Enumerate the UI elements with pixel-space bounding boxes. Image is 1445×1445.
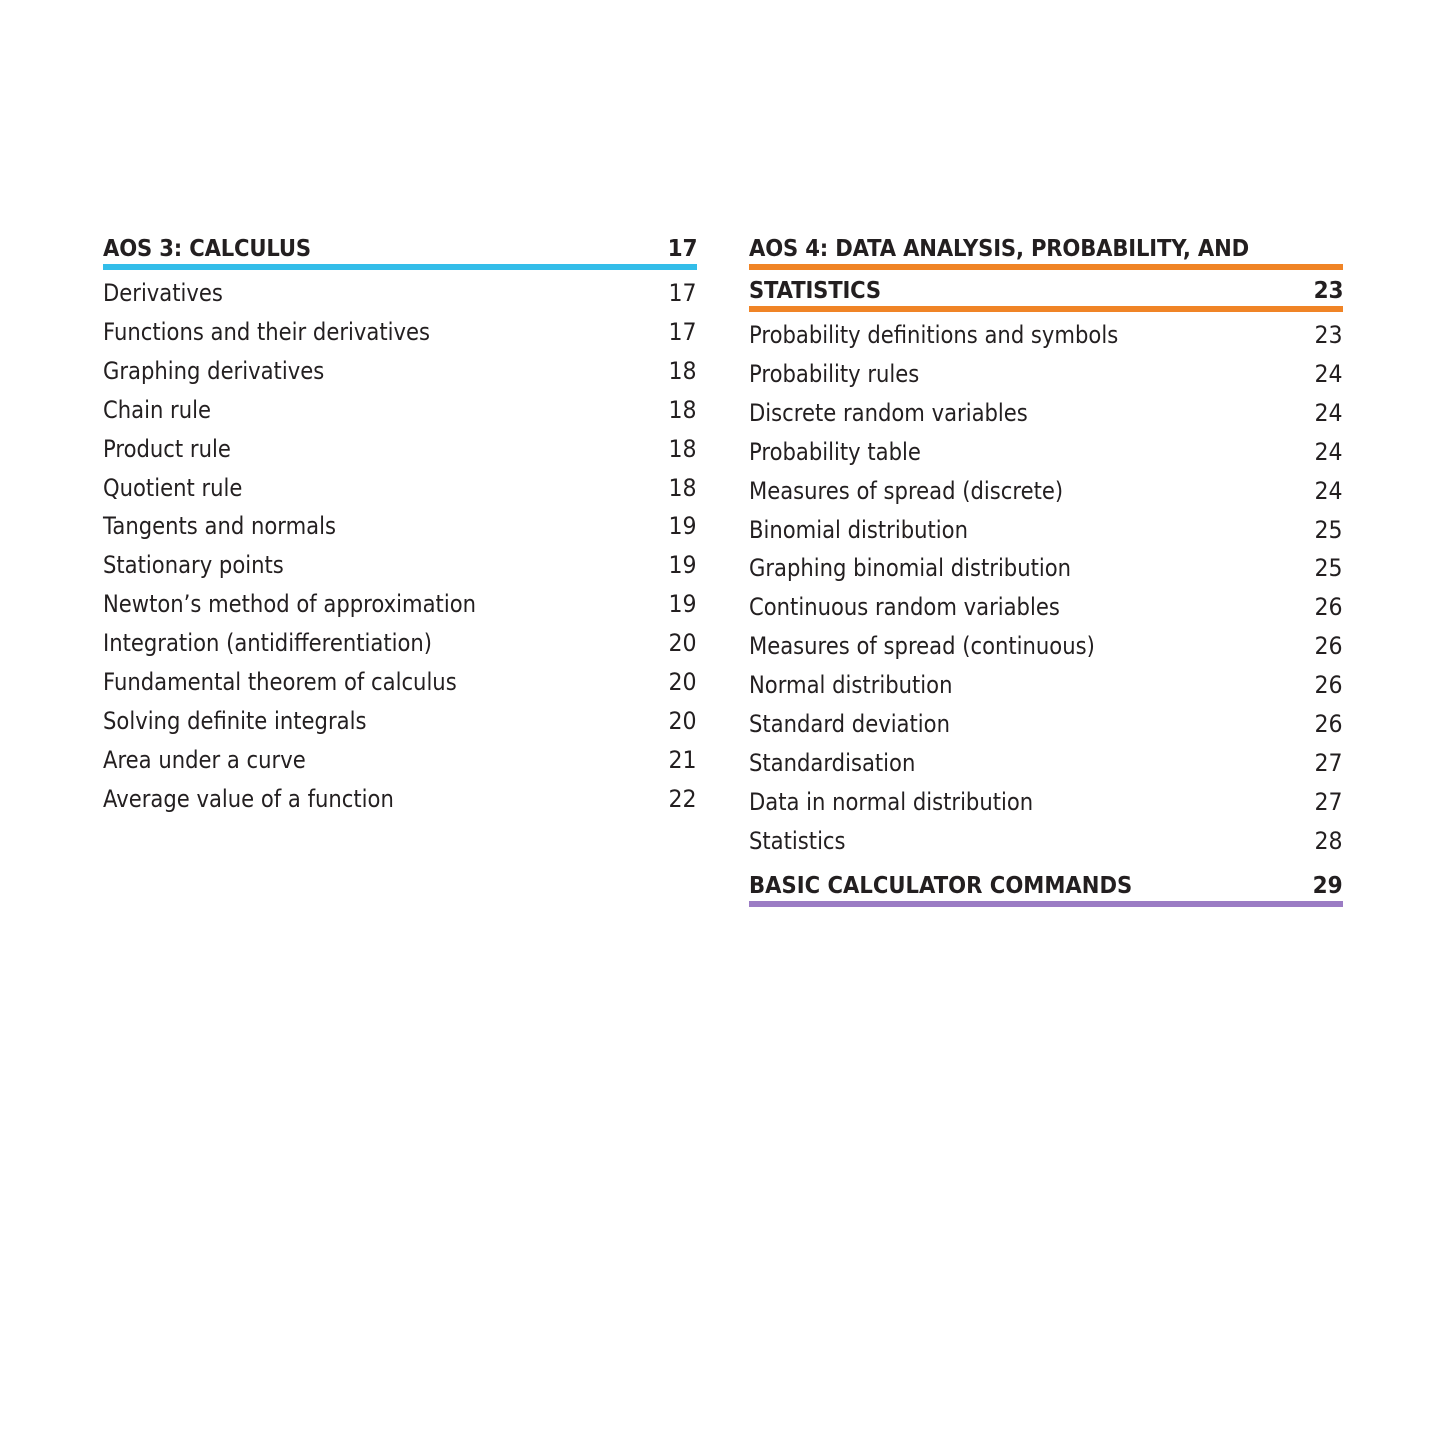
toc-entry[interactable] bbox=[103, 313, 697, 352]
toc-entry-basic-calculator-commands[interactable] bbox=[749, 870, 1343, 900]
toc-entry-page: 18 bbox=[668, 395, 697, 424]
toc-entry[interactable] bbox=[749, 822, 1343, 861]
toc-entry[interactable] bbox=[749, 394, 1343, 433]
toc-entry-title: Area under a curve bbox=[103, 745, 306, 774]
toc-entry[interactable] bbox=[749, 705, 1343, 744]
toc-entry[interactable] bbox=[103, 741, 697, 780]
toc-entry[interactable] bbox=[103, 780, 697, 819]
section-rule-cyan bbox=[103, 264, 697, 270]
toc-entry[interactable] bbox=[103, 430, 697, 469]
toc-entry-page: 26 bbox=[1314, 671, 1343, 700]
toc-entry-page: 28 bbox=[1314, 826, 1343, 855]
toc-entry-page: 24 bbox=[1314, 359, 1343, 388]
section-heading-aos4[interactable] bbox=[749, 233, 1343, 263]
toc-entry-page: 18 bbox=[668, 434, 697, 463]
toc-entry-page: 26 bbox=[1314, 632, 1343, 661]
toc-entry-title: Quotient rule bbox=[103, 473, 243, 502]
section-heading-aos3[interactable] bbox=[103, 233, 697, 263]
toc-entry-page: 19 bbox=[668, 551, 697, 580]
toc-entry-title: Fundamental theorem of calculus bbox=[103, 668, 457, 697]
toc-entry[interactable] bbox=[103, 663, 697, 702]
toc-entry-title: Normal distribution bbox=[749, 671, 953, 700]
toc-entry[interactable] bbox=[103, 585, 697, 624]
toc-entry-page: 26 bbox=[1314, 710, 1343, 739]
toc-entry-page: 24 bbox=[1314, 476, 1343, 505]
section-rule-orange bbox=[749, 264, 1343, 270]
toc-entry-title: BASIC CALCULATOR COMMANDS bbox=[749, 870, 1133, 899]
toc-entry-page: 17 bbox=[668, 317, 697, 346]
toc-entry-title: Probability rules bbox=[749, 359, 920, 388]
section-rule-purple bbox=[749, 901, 1343, 907]
toc-entry[interactable] bbox=[103, 469, 697, 508]
toc-entry-title: Standard deviation bbox=[749, 710, 950, 739]
toc-entry-title: Graphing derivatives bbox=[103, 356, 325, 385]
toc-entry-title: Measures of spread (discrete) bbox=[749, 476, 1064, 505]
toc-entry-page: 25 bbox=[1314, 554, 1343, 583]
toc-entry-title: Stationary points bbox=[103, 551, 284, 580]
section-heading-page: 17 bbox=[667, 234, 697, 262]
toc-entry[interactable] bbox=[749, 472, 1343, 511]
toc-entry-page: 29 bbox=[1312, 870, 1343, 899]
toc-entry-page: 22 bbox=[668, 784, 697, 813]
toc-entry-page: 19 bbox=[668, 512, 697, 541]
toc-entry-title: Chain rule bbox=[103, 395, 211, 424]
toc-entry-page: 20 bbox=[668, 706, 697, 735]
toc-column-right bbox=[749, 233, 1343, 911]
toc-entry[interactable] bbox=[749, 783, 1343, 822]
section-heading-label: AOS 3: CALCULUS bbox=[103, 234, 311, 262]
section-heading-label: STATISTICS bbox=[749, 276, 881, 304]
toc-entry[interactable] bbox=[749, 588, 1343, 627]
toc-entry-title: Continuous random variables bbox=[749, 593, 1060, 622]
toc-entry[interactable] bbox=[103, 391, 697, 430]
toc-columns bbox=[103, 233, 1343, 911]
toc-entry[interactable] bbox=[749, 433, 1343, 472]
toc-entry-page: 19 bbox=[668, 590, 697, 619]
toc-entry[interactable] bbox=[749, 549, 1343, 588]
toc-column-left bbox=[103, 233, 697, 819]
toc-entry-page: 17 bbox=[668, 279, 697, 307]
toc-entry-title: Measures of spread (continuous) bbox=[749, 632, 1095, 661]
toc-entry-page: 20 bbox=[668, 629, 697, 658]
toc-entry-page: 26 bbox=[1314, 593, 1343, 622]
toc-entry-title: Derivatives bbox=[103, 279, 223, 307]
toc-entry-title: Discrete random variables bbox=[749, 398, 1028, 427]
toc-entry[interactable] bbox=[103, 507, 697, 546]
toc-entry-title: Product rule bbox=[103, 434, 231, 463]
toc-entry-page: 18 bbox=[668, 356, 697, 385]
toc-entry-title: Binomial distribution bbox=[749, 515, 968, 544]
section-heading-page: 23 bbox=[1313, 276, 1343, 304]
toc-entry[interactable] bbox=[749, 316, 1343, 355]
toc-entry[interactable] bbox=[749, 355, 1343, 394]
toc-entry-page: 18 bbox=[668, 473, 697, 502]
toc-entry-title: Integration (antidifferentiation) bbox=[103, 629, 433, 658]
toc-entry-title: Probability table bbox=[749, 437, 921, 466]
toc-entry[interactable] bbox=[103, 352, 697, 391]
toc-entry[interactable] bbox=[749, 744, 1343, 783]
toc-entry[interactable] bbox=[749, 627, 1343, 666]
toc-entry-title: Newton’s method of approximation bbox=[103, 590, 477, 619]
toc-entry[interactable] bbox=[749, 666, 1343, 705]
toc-entry[interactable] bbox=[749, 511, 1343, 550]
toc-entry-title: Functions and their derivatives bbox=[103, 317, 430, 346]
section-rule-orange bbox=[749, 306, 1343, 312]
section-heading-label: AOS 4: DATA ANALYSIS, PROBABILITY, AND bbox=[749, 234, 1249, 262]
toc-entry[interactable] bbox=[103, 274, 697, 313]
toc-entry[interactable] bbox=[103, 546, 697, 585]
toc-entry-page: 23 bbox=[1314, 321, 1343, 349]
toc-entry-title: Graphing binomial distribution bbox=[749, 554, 1072, 583]
toc-entry-page: 24 bbox=[1314, 398, 1343, 427]
toc-entry-title: Data in normal distribution bbox=[749, 787, 1034, 816]
toc-entry-page: 25 bbox=[1314, 515, 1343, 544]
toc-entry-title: Standardisation bbox=[749, 748, 916, 777]
toc-entry-title: Probability definitions and symbols bbox=[749, 321, 1119, 349]
toc-entry-title: Tangents and normals bbox=[103, 512, 336, 541]
toc-entry-page: 27 bbox=[1314, 787, 1343, 816]
toc-entry-title: Solving definite integrals bbox=[103, 706, 367, 735]
toc-entry-title: Statistics bbox=[749, 826, 846, 855]
toc-entry-page: 21 bbox=[668, 745, 697, 774]
toc-entry-page: 27 bbox=[1314, 748, 1343, 777]
toc-entry-page: 20 bbox=[668, 668, 697, 697]
toc-entry-title: Average value of a function bbox=[103, 784, 394, 813]
toc-entry[interactable] bbox=[103, 624, 697, 663]
toc-entry-page: 24 bbox=[1314, 437, 1343, 466]
section-heading-aos4-continued[interactable] bbox=[749, 275, 1343, 305]
toc-entry[interactable] bbox=[103, 702, 697, 741]
